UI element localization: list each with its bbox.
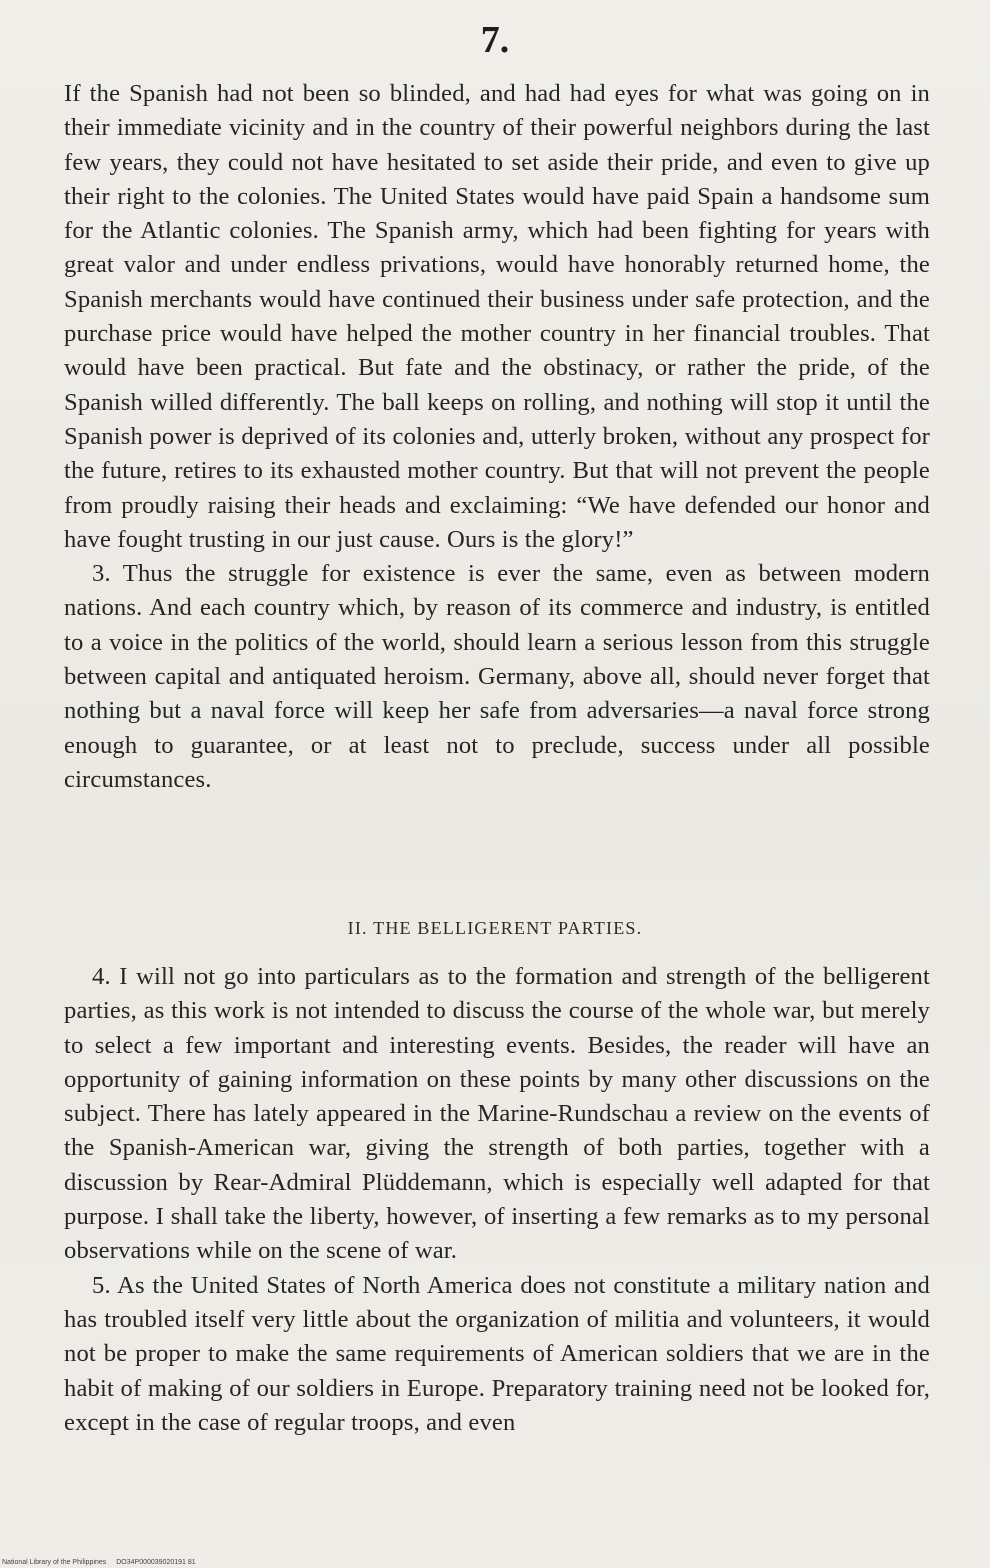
footer-library: National Library of the Philippines [2, 1559, 107, 1566]
footer-identifier: DO34P000039020191 81 [116, 1559, 196, 1566]
paragraph-spanish-blindness: If the Spanish had not been so blinded, and had had eyes for what was going on in their immediate vicinity and in the country of their powerful neighbors during the last few years, they could not have hesitated to set aside their pride, and even to give up their right to the colonies. The United States would have paid Spain a handsome sum for the Atlantic colonies. The Spanish army, which had been fighting for years with great valor and under endless privations, would have honorably returned home, the Spanish merchants would have continued their business under safe protection, and the purchase price would have helped the mother country in her financial troubles. That would have been practical. But fate and the obstinacy, or rather the pride, of the Spanish willed differently. The ball keeps on rolling, and nothing will stop it until the Spanish power is deprived of its colonies and, utterly broken, without any prospect for the future, retires to its exhausted mother country. But that will not prevent the people from proudly raising their heads and exclaiming: “We have defended our honor and have fought trusting in our just cause. Ours is the glory!” [64, 80, 930, 553]
section-heading: II. THE BELLIGERENT PARTIES. [347, 918, 643, 938]
scan-footer [2, 1559, 204, 1566]
body-text-upper [64, 77, 930, 797]
paragraph-5-united-states: 5. As the United States of North America does not constitute a military nation and has troubled itself very little about the organization of militia and volunteers, it would not be proper to make the same requirements of American soldiers that we are in the habit of making of our soldiers in Europe. Preparatory training need not be looked for, except in the case of regular troops, and even [64, 1271, 930, 1436]
paragraph-4-belligerent-parties: 4. I will not go into particulars as to the formation and strength of the belligerent parties, as this work is not intended to discuss the course of the whole war, but merely to select a few important and interesting events. Besides, the reader will have an opportunity of gaining information on these points by many other discussions on the subject. There has lately appeared in the Marine-Rundschau a review on the events of the Spanish-American war, giving the strength of both parties, together with a discussion by Rear-Admiral Plüddemann, which is especially well adapted for that purpose. I shall take the liberty, however, of inserting a few remarks as to my personal observations while on the scene of war. [64, 963, 930, 1265]
body-text-lower [64, 960, 930, 1440]
paragraph-3-struggle: 3. Thus the struggle for existence is ever the same, even as between modern nations. And each country which, by reason of its commerce and industry, is entitled to a voice in the politics of the world, should learn a serious lesson from this struggle between capital and antiquated heroism. Germany, above all, should never forget that nothing but a naval force will keep her safe from adversaries—a naval force strong enough to guarantee, or at least not to preclude, success under all possible circumstances. [64, 560, 930, 793]
page-number: 7. [480, 19, 510, 61]
